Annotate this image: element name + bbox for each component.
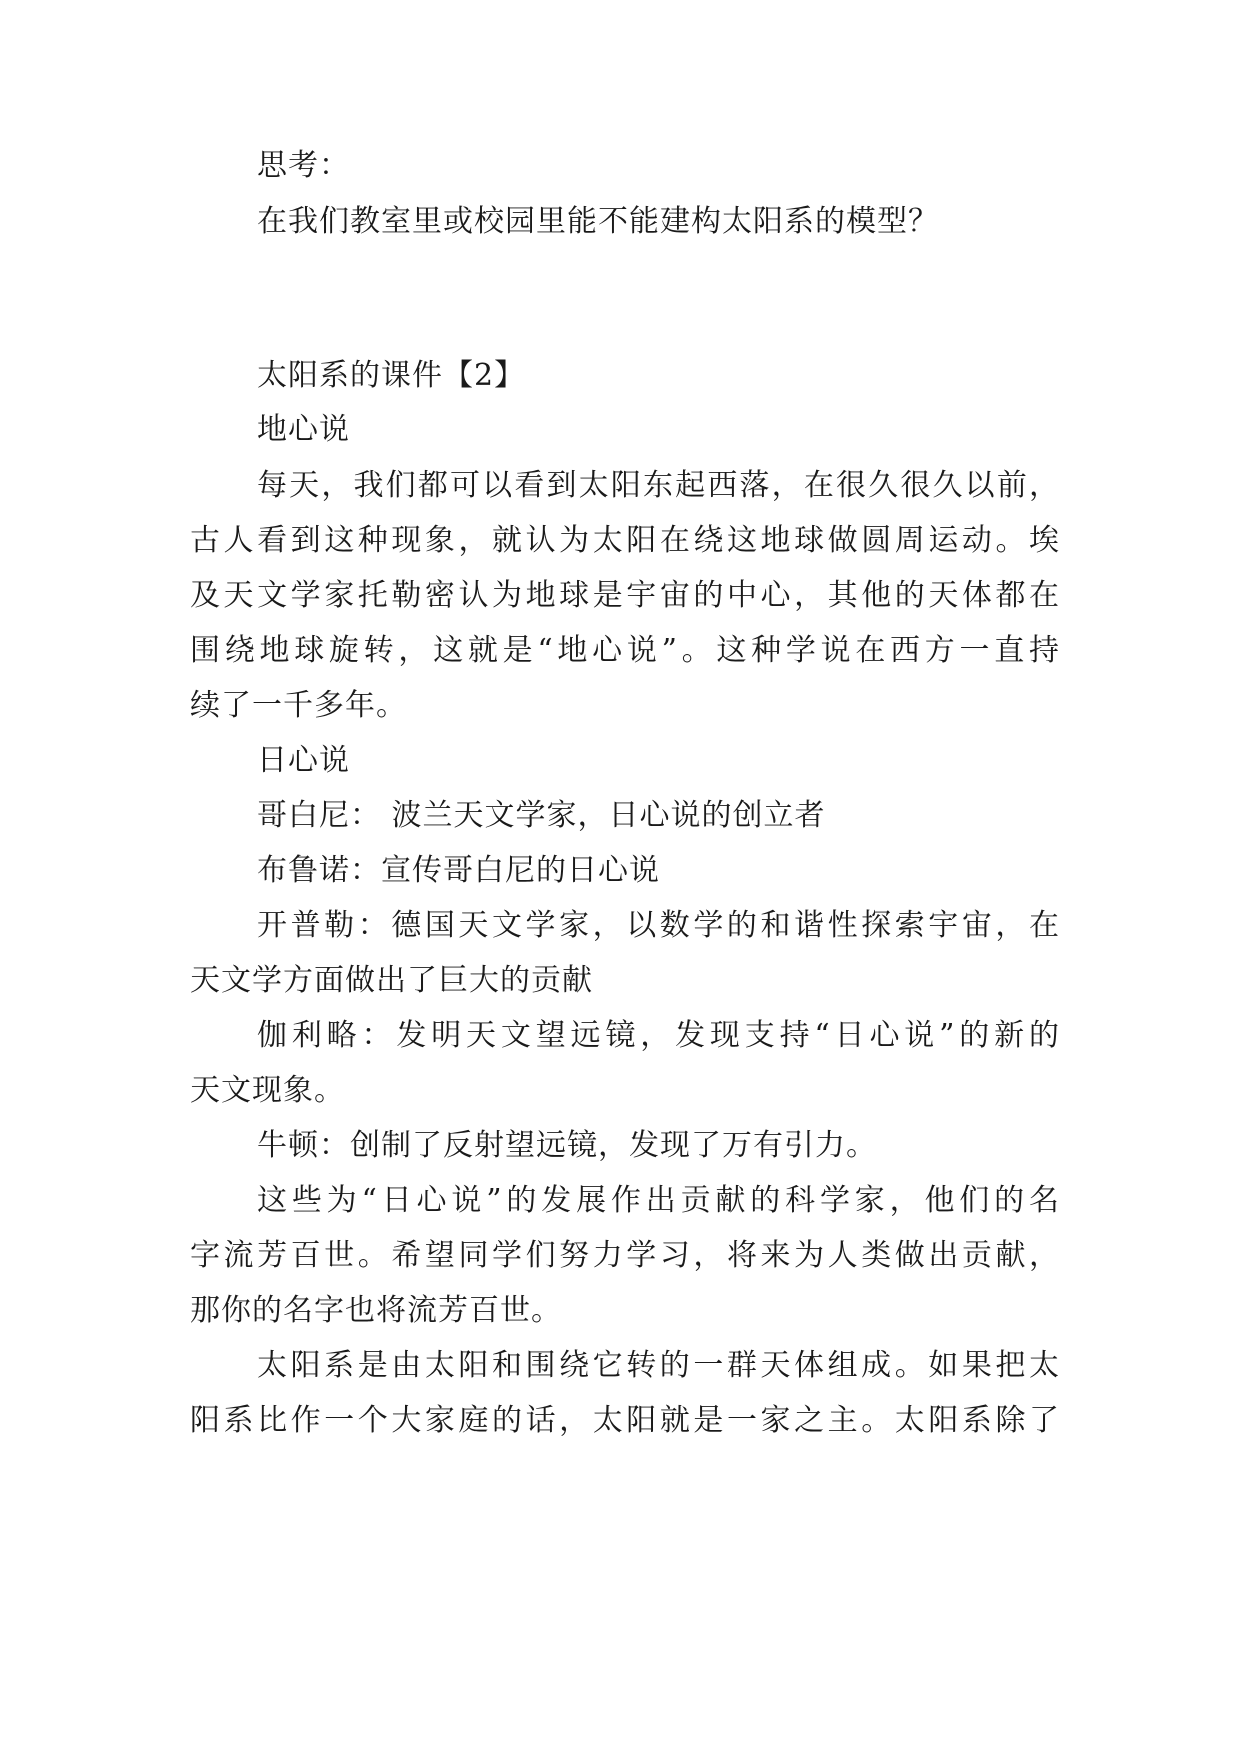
- think-label: 思考：: [257, 148, 350, 183]
- paragraph-line: 续了一千多年。: [190, 688, 407, 723]
- paragraph-line: 古人看到这种现象，就认为太阳在绕这地球做圆周运动。埃: [190, 523, 1060, 558]
- geocentric-heading: 地心说: [257, 412, 350, 447]
- kepler-line: 天文学方面做出了巨大的贡献: [190, 963, 593, 998]
- paragraph-line: 围绕地球旋转，这就是“地心说”。这种学说在西方一直持: [190, 633, 1060, 668]
- paragraph-line: 及天文学家托勒密认为地球是宇宙的中心，其他的天体都在: [190, 578, 1060, 613]
- bruno-line: 布鲁诺：宣传哥白尼的日心说: [257, 853, 660, 888]
- copernicus-line: 哥白尼： 波兰天文学家，日心说的创立者: [257, 798, 826, 833]
- kepler-line: 开普勒：德国天文学家，以数学的和谐性探索宇宙，在: [257, 908, 1060, 943]
- question-text: 在我们教室里或校园里能不能建构太阳系的模型？: [257, 204, 939, 239]
- section-title: 太阳系的课件【2】: [257, 358, 526, 393]
- paragraph-line: 阳系比作一个大家庭的话，太阳就是一家之主。太阳系除了: [190, 1403, 1060, 1438]
- galileo-line: 伽利略：发明天文望远镜，发现支持“日心说”的新的: [257, 1018, 1060, 1053]
- paragraph-line: 字流芳百世。希望同学们努力学习，将来为人类做出贡献，: [190, 1238, 1060, 1273]
- paragraph-line: 这些为“日心说”的发展作出贡献的科学家，他们的名: [257, 1183, 1060, 1218]
- paragraph-line: 那你的名字也将流芳百世。: [190, 1293, 562, 1328]
- newton-line: 牛顿：创制了反射望远镜，发现了万有引力。: [257, 1128, 877, 1163]
- paragraph-line: 太阳系是由太阳和围绕它转的一群天体组成。如果把太: [257, 1348, 1060, 1383]
- paragraph-line: 每天，我们都可以看到太阳东起西落，在很久很久以前，: [257, 468, 1060, 503]
- galileo-line: 天文现象。: [190, 1073, 345, 1108]
- heliocentric-heading: 日心说: [257, 743, 350, 778]
